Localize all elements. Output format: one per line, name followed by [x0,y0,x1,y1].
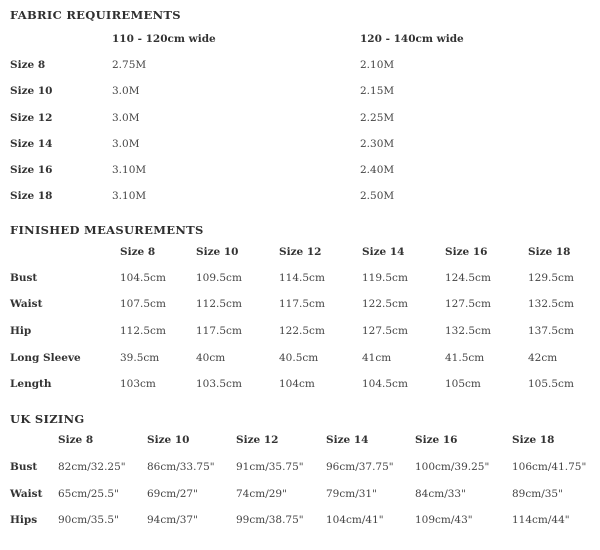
uk-cell: 91cm/35.75" [236,461,304,473]
fabric-row-label: Size 8 [10,59,46,71]
fabric-cell: 2.50M [360,190,395,202]
uk-cell: 65cm/25.5" [58,488,119,500]
uk-cell: 109cm/43" [415,514,473,526]
finished-cell: 40cm [196,352,226,364]
finished-cell: 39.5cm [120,352,160,364]
uk-header-size-18: Size 18 [512,434,555,446]
finished-cell: 117.5cm [279,298,325,310]
uk-cell: 114cm/44" [512,514,570,526]
finished-row-label: Hip [10,325,32,337]
fabric-cell: 3.0M [112,138,140,150]
finished-cell: 129.5cm [528,272,574,284]
uk-cell: 86cm/33.75" [147,461,215,473]
finished-cell: 104.5cm [362,378,408,390]
fabric-header-110-120: 110 - 120cm wide [112,33,216,45]
finished-cell: 114.5cm [279,272,325,284]
finished-cell: 132.5cm [445,325,491,337]
finished-cell: 103cm [120,378,156,390]
fabric-row-label: Size 18 [10,190,53,202]
finished-cell: 105cm [445,378,481,390]
uk-header-size-16: Size 16 [415,434,458,446]
finished-cell: 127.5cm [362,325,408,337]
fabric-cell: 2.25M [360,112,395,124]
finished-cell: 41.5cm [445,352,485,364]
uk-cell: 79cm/31" [326,488,377,500]
finished-cell: 112.5cm [196,298,242,310]
fabric-row-label: Size 14 [10,138,53,150]
finished-row-label: Long Sleeve [10,352,81,364]
uk-cell: 106cm/41.75" [512,461,587,473]
fabric-header-120-140: 120 - 140cm wide [360,33,464,45]
finished-header-size-12: Size 12 [279,246,322,258]
uk-cell: 82cm/32.25" [58,461,126,473]
finished-cell: 122.5cm [279,325,325,337]
uk-cell: 84cm/33" [415,488,466,500]
finished-row-label: Length [10,378,52,390]
uk-cell: 99cm/38.75" [236,514,304,526]
fabric-cell: 2.40M [360,164,395,176]
fabric-cell: 3.10M [112,190,147,202]
uk-header-size-8: Size 8 [58,434,94,446]
uk-sizing-title: UK SIZING [10,412,85,426]
fabric-cell: 3.0M [112,85,140,97]
uk-cell: 90cm/35.5" [58,514,119,526]
finished-cell: 112.5cm [120,325,166,337]
finished-cell: 117.5cm [196,325,242,337]
fabric-row-label: Size 16 [10,164,53,176]
finished-cell: 104.5cm [120,272,166,284]
finished-cell: 127.5cm [445,298,491,310]
finished-cell: 109.5cm [196,272,242,284]
uk-cell: 69cm/27" [147,488,198,500]
finished-cell: 107.5cm [120,298,166,310]
fabric-requirements-title: FABRIC REQUIREMENTS [10,8,181,22]
uk-header-size-10: Size 10 [147,434,190,446]
uk-row-label: Waist [10,488,43,500]
uk-cell: 96cm/37.75" [326,461,394,473]
finished-cell: 41cm [362,352,392,364]
fabric-cell: 3.10M [112,164,147,176]
fabric-cell: 3.0M [112,112,140,124]
fabric-cell: 2.10M [360,59,395,71]
uk-cell: 89cm/35" [512,488,563,500]
finished-header-size-14: Size 14 [362,246,405,258]
finished-row-label: Bust [10,272,38,284]
finished-row-label: Waist [10,298,43,310]
uk-cell: 74cm/29" [236,488,287,500]
finished-cell: 122.5cm [362,298,408,310]
finished-cell: 119.5cm [362,272,408,284]
finished-cell: 105.5cm [528,378,574,390]
uk-row-label: Hips [10,514,38,526]
uk-cell: 104cm/41" [326,514,384,526]
fabric-cell: 2.75M [112,59,147,71]
fabric-row-label: Size 10 [10,85,53,97]
fabric-row-label: Size 12 [10,112,53,124]
finished-header-size-10: Size 10 [196,246,239,258]
uk-row-label: Bust [10,461,38,473]
finished-header-size-8: Size 8 [120,246,156,258]
finished-cell: 40.5cm [279,352,319,364]
fabric-cell: 2.15M [360,85,395,97]
uk-header-size-12: Size 12 [236,434,279,446]
finished-cell: 124.5cm [445,272,491,284]
finished-cell: 132.5cm [528,298,574,310]
uk-cell: 94cm/37" [147,514,198,526]
uk-header-size-14: Size 14 [326,434,369,446]
finished-measurements-title: FINISHED MEASUREMENTS [10,223,204,237]
finished-cell: 103.5cm [196,378,242,390]
finished-header-size-18: Size 18 [528,246,571,258]
finished-cell: 137.5cm [528,325,574,337]
uk-cell: 100cm/39.25" [415,461,490,473]
finished-cell: 42cm [528,352,558,364]
finished-cell: 104cm [279,378,315,390]
fabric-cell: 2.30M [360,138,395,150]
finished-header-size-16: Size 16 [445,246,488,258]
